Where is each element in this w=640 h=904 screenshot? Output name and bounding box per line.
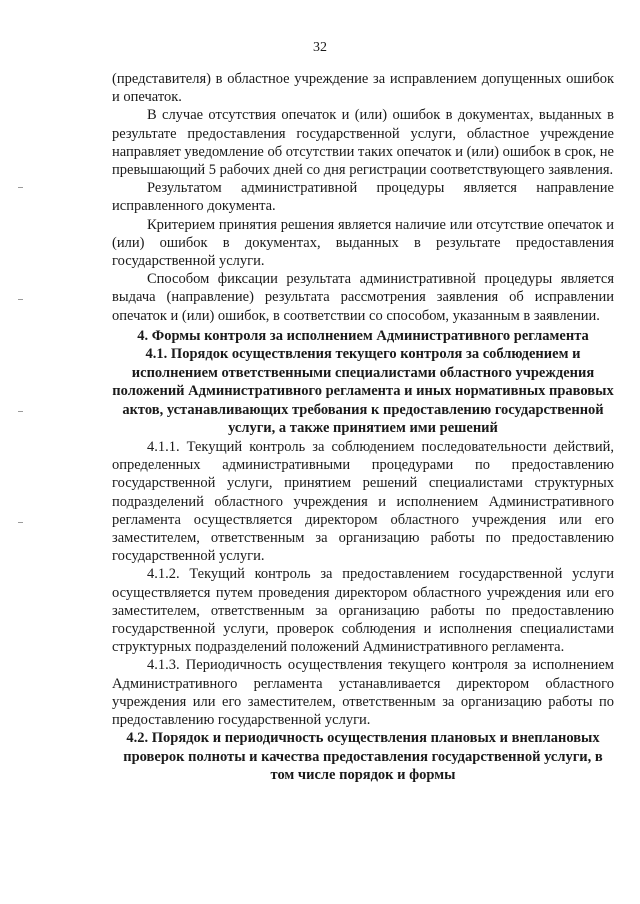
margin-mark bbox=[18, 299, 23, 300]
paragraph: (представителя) в областное учреждение за исправлением допущенных ошибок и опечаток. bbox=[112, 71, 614, 106]
margin-mark bbox=[18, 522, 23, 523]
paragraph: Критерием принятия решения является наличие или отсутствие опечаток и (или) ошибок в документах, выданных в результате предоставления государственной услуги. bbox=[112, 216, 614, 270]
clause-paragraph: 4.1.1. Текущий контроль за соблюдением последовательности действий, определенных административными процедурами по предоставлению государственной услуги, принятием решений специалистами структурных подразделений областного учреждения и исполнением Административного регламента осуществляется директором областного учреждения или его заместителем, ответственным за организацию работы по предоставлению государственной услуги. bbox=[112, 439, 614, 565]
page-number: 32 bbox=[313, 40, 327, 55]
clause-paragraph: 4.1.3. Периодичность осуществления текущего контроля за исполнением Административного регламента устанавливается директором областного учреждения или его заместителем, ответственным за организацию работы по предоставлению государственной услуги. bbox=[112, 657, 614, 729]
margin-mark bbox=[18, 411, 23, 412]
paragraph: Способом фиксации результата административной процедуры является выдача (направление) результата рассмотрения заявления об исправлении опечаток и (или) ошибок, в соответствии со способом, указанным в заявлении. bbox=[112, 271, 614, 324]
margin-mark bbox=[18, 187, 23, 188]
paragraph: Результатом административной процедуры является направление исправленного документа. bbox=[112, 180, 614, 215]
clause-paragraph: 4.1.2. Текущий контроль за предоставлением государственной услуги осуществляется путем проведения директором областного учреждения или его заместителем, ответственным за организацию работы по предоставлению государственной услуги, проверок соблюдения и исполнения специалистами структурных подразделений положений Административного регламента. bbox=[112, 566, 614, 656]
document-body bbox=[112, 70, 614, 785]
section-heading: 4. Формы контроля за исполнением Административного регламента bbox=[137, 327, 589, 344]
subsection-heading: 4.2. Порядок и периодичность осуществления плановых и внеплановых проверок полноты и качества предоставления государственной услуги, в том числе порядок и формы bbox=[123, 730, 603, 784]
paragraph: В случае отсутствия опечаток и (или) ошибок в документах, выданных в результате предоставления государственной услуги, областное учреждение направляет уведомление об отсутствии таких опечаток и (или) ошибок в срок, не превышающий 5 рабочих дней со дня регистрации соответствующего заявления. bbox=[112, 107, 614, 179]
subsection-heading: 4.1. Порядок осуществления текущего контроля за соблюдением и исполнением ответственными специалистами областного учреждения положений Административного регламента и иных нормативных правовых актов, устанавливающих требования к предоставлению государственной услуги, а также принятием ими решений bbox=[112, 346, 614, 437]
